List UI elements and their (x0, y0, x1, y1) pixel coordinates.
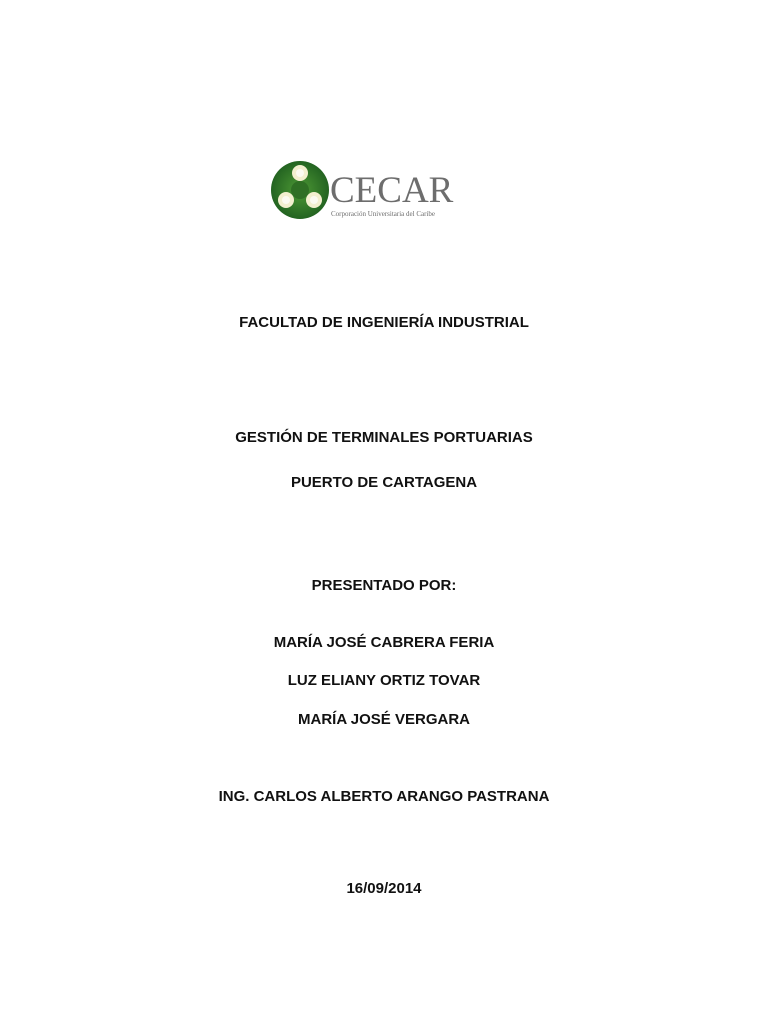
presented-by-label: PRESENTADO POR: (311, 577, 457, 594)
place-title: PUERTO DE CARTAGENA (290, 474, 478, 491)
faculty-title: FACULTAD DE INGENIERÍA INDUSTRIAL (239, 314, 529, 331)
author-name: LUZ ELIANY ORTIZ TOVAR (287, 672, 481, 689)
subject-title: GESTIÓN DE TERMINALES PORTUARIAS (235, 429, 533, 446)
document-date: 16/09/2014 (346, 880, 422, 897)
author-name: MARÍA JOSÉ CABRERA FERIA (273, 634, 495, 651)
author-name: MARÍA JOSÉ VERGARA (298, 711, 470, 728)
logo-tagline: Corporación Universitaria del Caribe (331, 210, 435, 218)
logo-wordmark: CECAR (330, 170, 454, 211)
teacher-name: ING. CARLOS ALBERTO ARANGO PASTRANA (218, 788, 550, 805)
cecar-logo (270, 158, 460, 222)
